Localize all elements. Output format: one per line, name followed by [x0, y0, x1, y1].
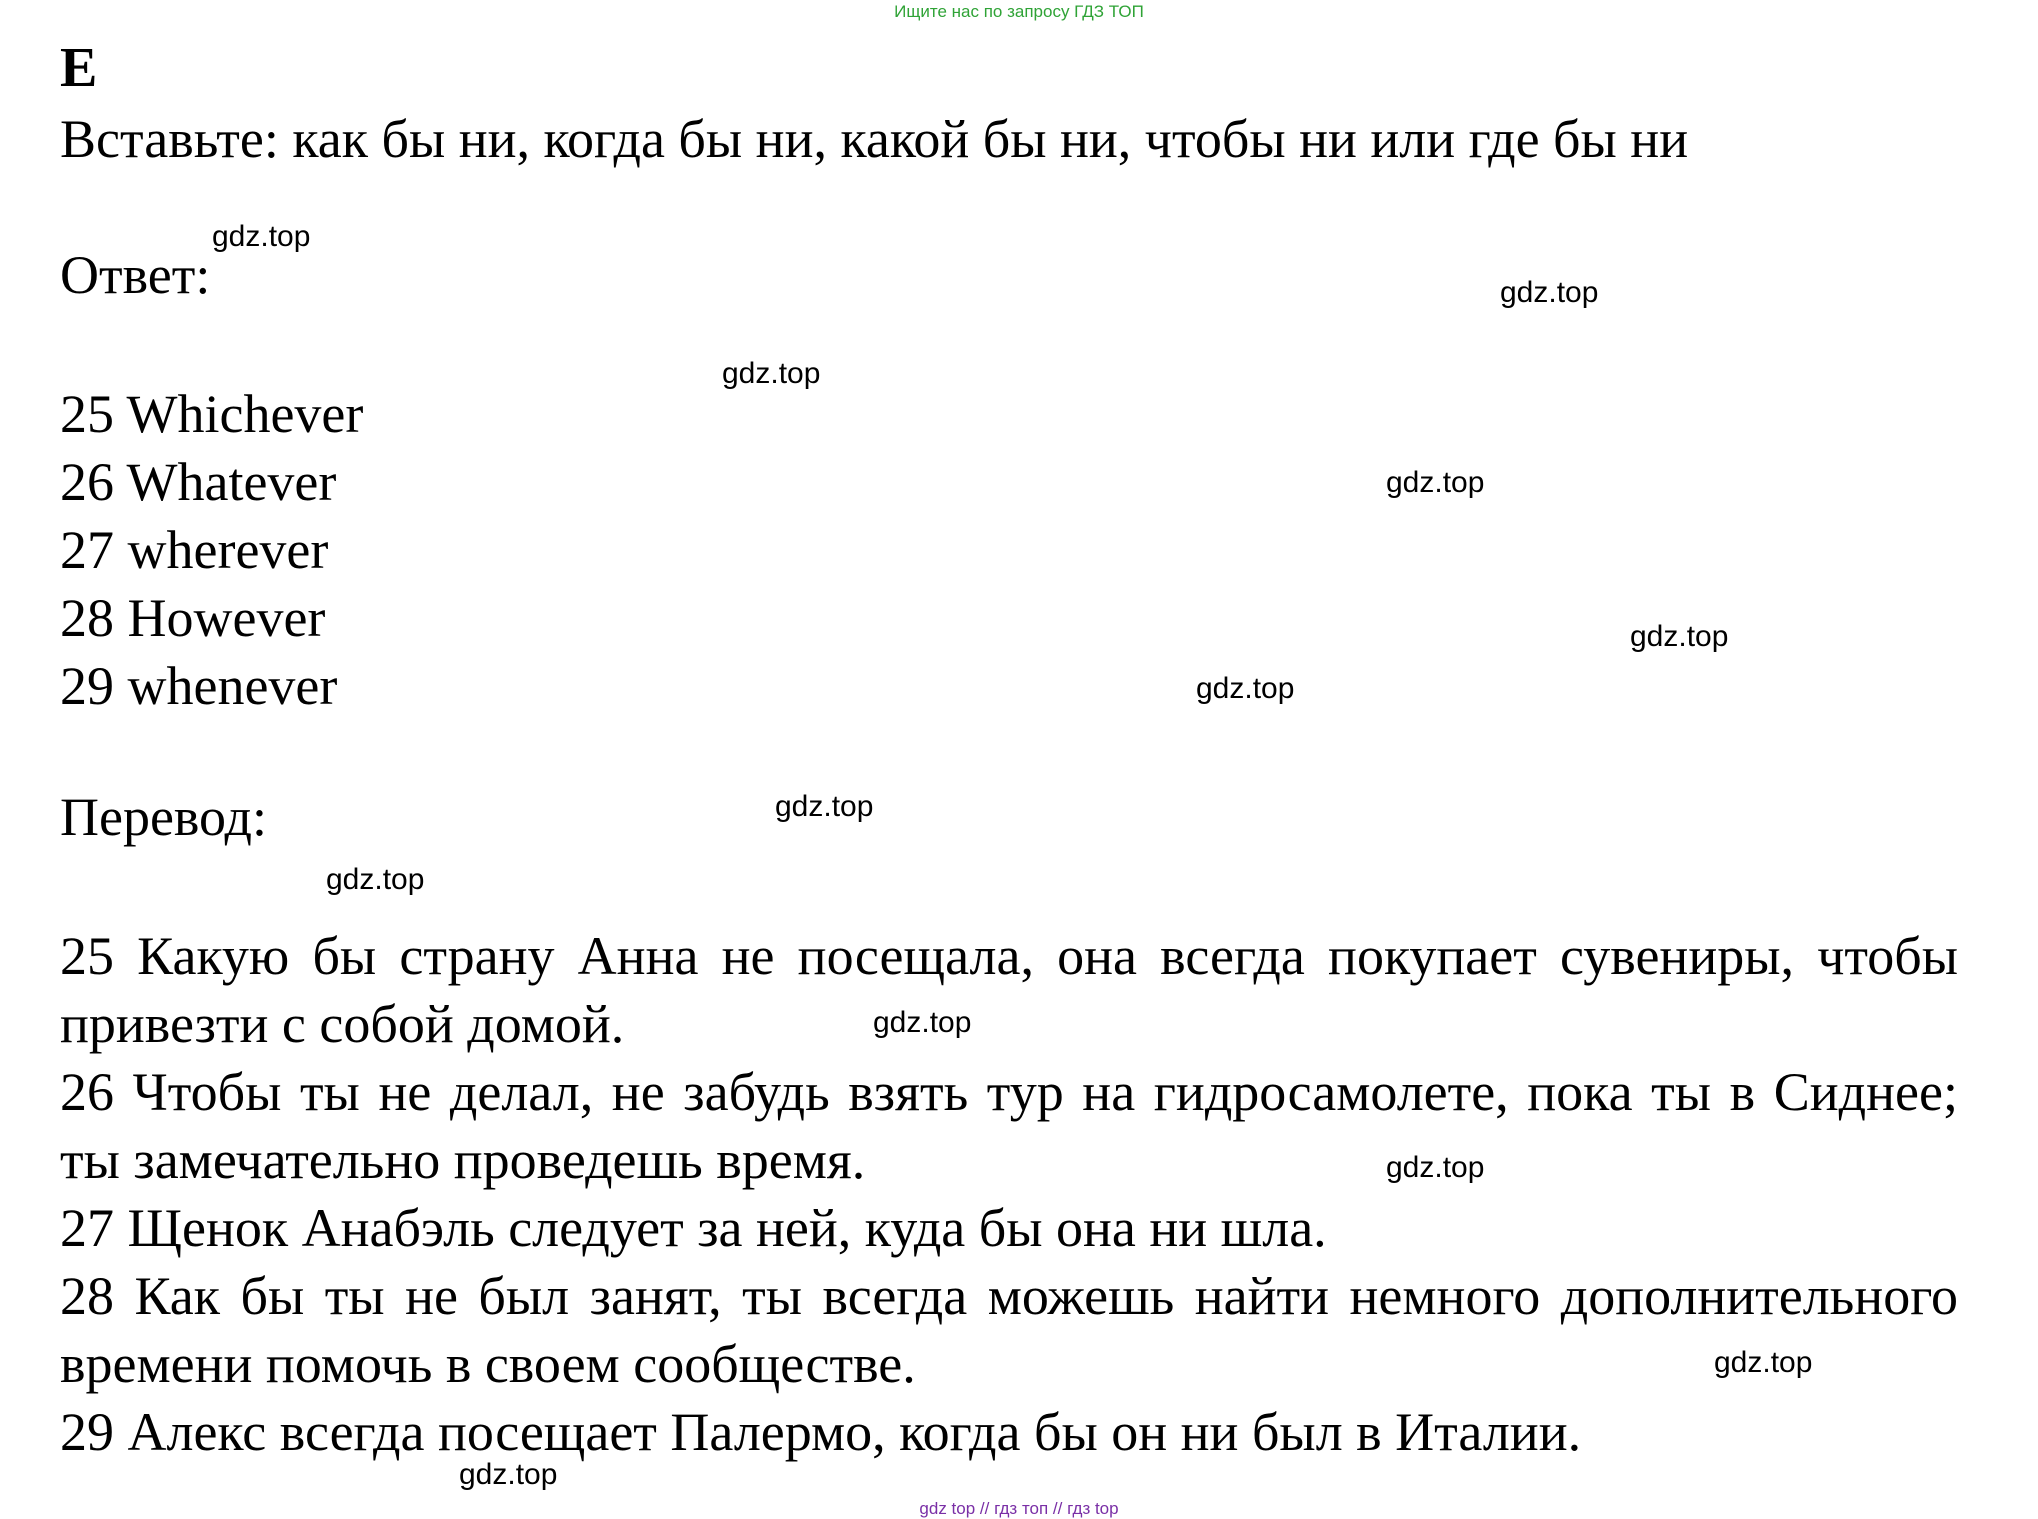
- watermark: gdz.top: [212, 220, 311, 253]
- watermark: gdz.top: [1630, 620, 1729, 653]
- translation-item: 27 Щенок Анабэль следует за ней, куда бы она ни шла.: [60, 1198, 1327, 1258]
- footer-text[interactable]: gdz top // гдз топ // гдз top: [919, 1499, 1119, 1518]
- answer-list: [60, 380, 363, 720]
- answer-item: 29 whenever: [60, 656, 338, 716]
- watermark: gdz.top: [1386, 466, 1485, 499]
- answer-item: 25 Whichever: [60, 384, 364, 444]
- translation-item: 28 Как бы ты не был занят, ты всегда можешь найти немного дополнительного времени помочь в своем сообществе.: [60, 1266, 1958, 1394]
- translation-item: 29 Алекс всегда посещает Палермо, когда бы он ни был в Италии.: [60, 1402, 1582, 1462]
- answer-item: 27 wherever: [60, 520, 329, 580]
- watermark: gdz.top: [459, 1458, 558, 1491]
- task-instruction: Вставьте: как бы ни, когда бы ни, какой бы ни, чтобы ни или где бы ни: [60, 109, 1689, 169]
- watermark: gdz.top: [1386, 1151, 1485, 1184]
- answer-label: Ответ:: [60, 245, 211, 305]
- watermark: gdz.top: [873, 1006, 972, 1039]
- answer-item: 26 Whatever: [60, 452, 337, 512]
- watermark: gdz.top: [1196, 672, 1295, 705]
- answer-item: 28 However: [60, 588, 326, 648]
- translation-item: 26 Чтобы ты не делал, не забудь взять тур на гидросамолете, пока ты в Сиднее; ты замечательно проведешь время.: [60, 1062, 1958, 1190]
- watermark: gdz.top: [1500, 276, 1599, 309]
- watermark: gdz.top: [722, 357, 821, 390]
- watermark: gdz.top: [775, 790, 874, 823]
- watermark: gdz.top: [1714, 1346, 1813, 1379]
- top-banner-text[interactable]: Ищите нас по запросу ГДЗ ТОП: [894, 2, 1144, 21]
- translation-item: 25 Какую бы страну Анна не посещала, она всегда покупает сувениры, чтобы привезти с собой домой.: [60, 926, 1958, 1054]
- translation-label: Перевод:: [60, 787, 267, 847]
- translation-list: [60, 922, 1958, 1466]
- watermark: gdz.top: [326, 863, 425, 896]
- exercise-heading: E: [60, 37, 98, 99]
